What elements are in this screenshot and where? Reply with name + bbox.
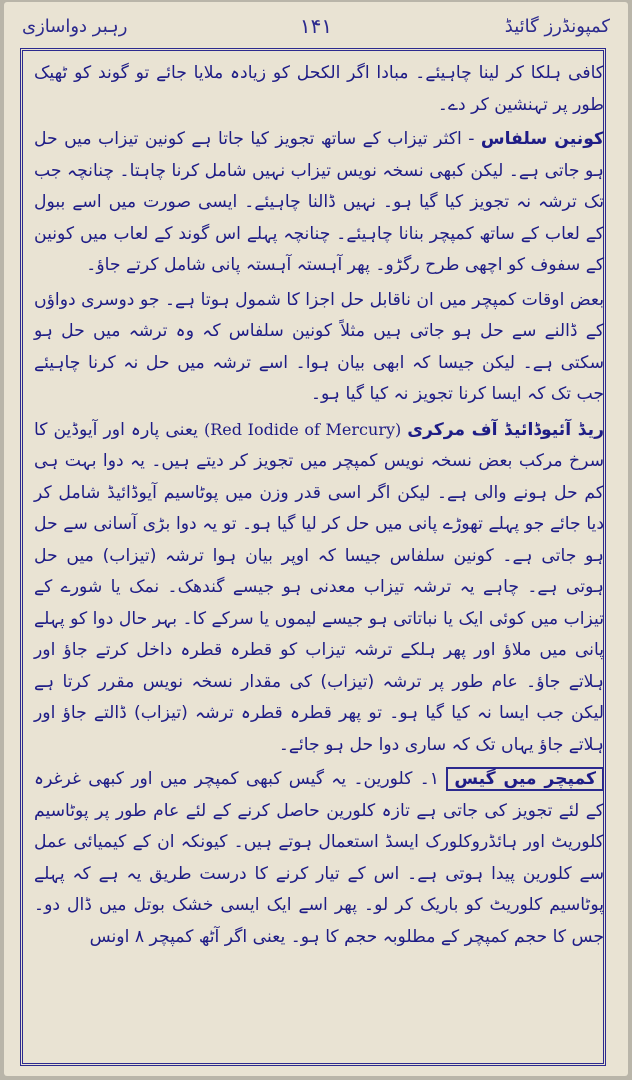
paragraph-text: بعض اوقات کمپچر میں ان ناقابل حل اجزا کا شمول ہوتا ہے۔ جو دوسری دواؤں کے ڈالنے سے حل ہو جاتی ہیں مثلاً کونین سلفاس کہ وہ ترشہ میں حل ہو سکتی ہے۔ لیکن جیسا کہ ابھی بیان ہوا۔ اسے ترشہ میں حل نہ کرنا چاہیئے جب تک کہ ایسا کرنا تجویز نہ کیا گیا ہو۔ [34,289,604,404]
paragraph-quinine [34,124,604,282]
page-header [22,10,610,46]
paragraph-text: یعنی پارہ اور آیوڈین کا سرخ مرکب بعض نسخہ نویس کمپچر میں تجویز کر دیتے ہیں۔ یہ دوا بہت ہی کم حل ہونے والی ہے۔ لیکن اگر اسی قدر وزن میں پوٹاسیم آیوڈائیڈ شامل کر دیا جائے جو پہلے تھوڑے پانی میں حل کر لیا گیا ہو۔ تو یہ دوا بڑی آسانی سے حل ہو جاتی ہے۔ کونین سلفاس جیسا کہ اوپر بیان ہوا ترشہ (تیزاب) میں حل ہوتی ہے۔ چاہے یہ ترشہ تیزاب معدنی ہو جیسے گندھک۔ نمک یا شورے کے تیزاب میں کوئی ایک یا نباتاتی ہو جیسے لیموں یا سرکے کا۔ بہر حال دوا کو پہلے پانی میں ملاؤ اور پھر ہلکے ترشہ تیزاب کو قطرہ قطرہ داخل کرتے جاؤ اور ہلاتے جاؤ۔ عام طور پر ترشہ (تیزاب) کی مقدار نسخہ نویس مقرر کرتا ہے لیکن جب ایسا نہ کیا گیا ہو۔ تو پھر قطرہ قطرہ ترشہ (تیزاب) ڈالتے جاؤ اور ہلاتے جاؤ یہاں تک کہ ساری دوا حل ہو جائے۔ [34,419,604,755]
paragraph-text: کافی ہلکا کر لینا چاہیئے۔ مبادا اگر الکحل کو زیادہ ملایا جائے تو گوند کو ٹھیک طور پر تہنشین کر دے۔ [34,63,604,115]
book-title: کمپونڈرز گائیڈ [504,16,610,37]
paragraph-red-iodide [34,414,604,762]
paragraph-1 [34,58,604,121]
page-body [34,58,604,1064]
paragraph-text: - اکثر تیزاب کے ساتھ تجویز کیا جاتا ہے کونین تیزاب میں حل ہو جاتی ہے۔ لیکن کبھی نسخہ نویس تیزاب نہیں شامل کرنا چاہتا۔ چنانچہ جب تک ترشہ نہ تجویز کیا گیا ہو۔ نہیں ڈالنا چاہیئے۔ ایسی صورت میں اسے ببول کے لعاب کے ساتھ کمپچر بنانا چاہیئے۔ چنانچہ پہلے اس گوند کے لعاب میں کونین کے سفوف کو اچھی طرح رگڑو۔ پھر آہستہ آہستہ پانی شامل کرتے جاؤ۔ [34,129,604,275]
section-heading: کونین سلفاس [480,129,605,149]
paragraph-text: ۱۔ کلورین۔ یہ گیس کبھی کمپچر میں اور کبھی غرغرہ کے لئے تجویز کی جاتی ہے تازہ کلورین حاصل کرنے کے لئے عام طور پر پوٹاسیم کلوریٹ اور ہائڈروکلورک ایسڈ استعمال ہوتے ہیں۔ کیونکہ ان کے کیمیائی عمل سے کلورین پیدا ہوتی ہے۔ اس کے تیار کرنے کا درست طریق یہ ہے کہ پہلے پوٹاسیم کلوریٹ کو باریک کر لو۔ پھر اسے ایک ایسی خشک بوتل میں ڈال دو۔ جس کا حجم کمپچر کے مطلوبہ حجم کا ہو۔ یعنی اگر آٹھ کمپچر ۸ اونس [34,769,604,947]
paragraph-gases [34,764,604,953]
section-heading-boxed: کمپچر میں گیس [446,767,604,791]
section-heading: ریڈ آئیوڈائیڈ آف مرکری [407,419,604,440]
page-number: ۱۴۱ [299,14,333,38]
latin-term: (Red Iodide of Mercury) [203,419,402,439]
paragraph-insoluble [34,285,604,411]
running-title: رہبر دواسازی [22,16,128,37]
